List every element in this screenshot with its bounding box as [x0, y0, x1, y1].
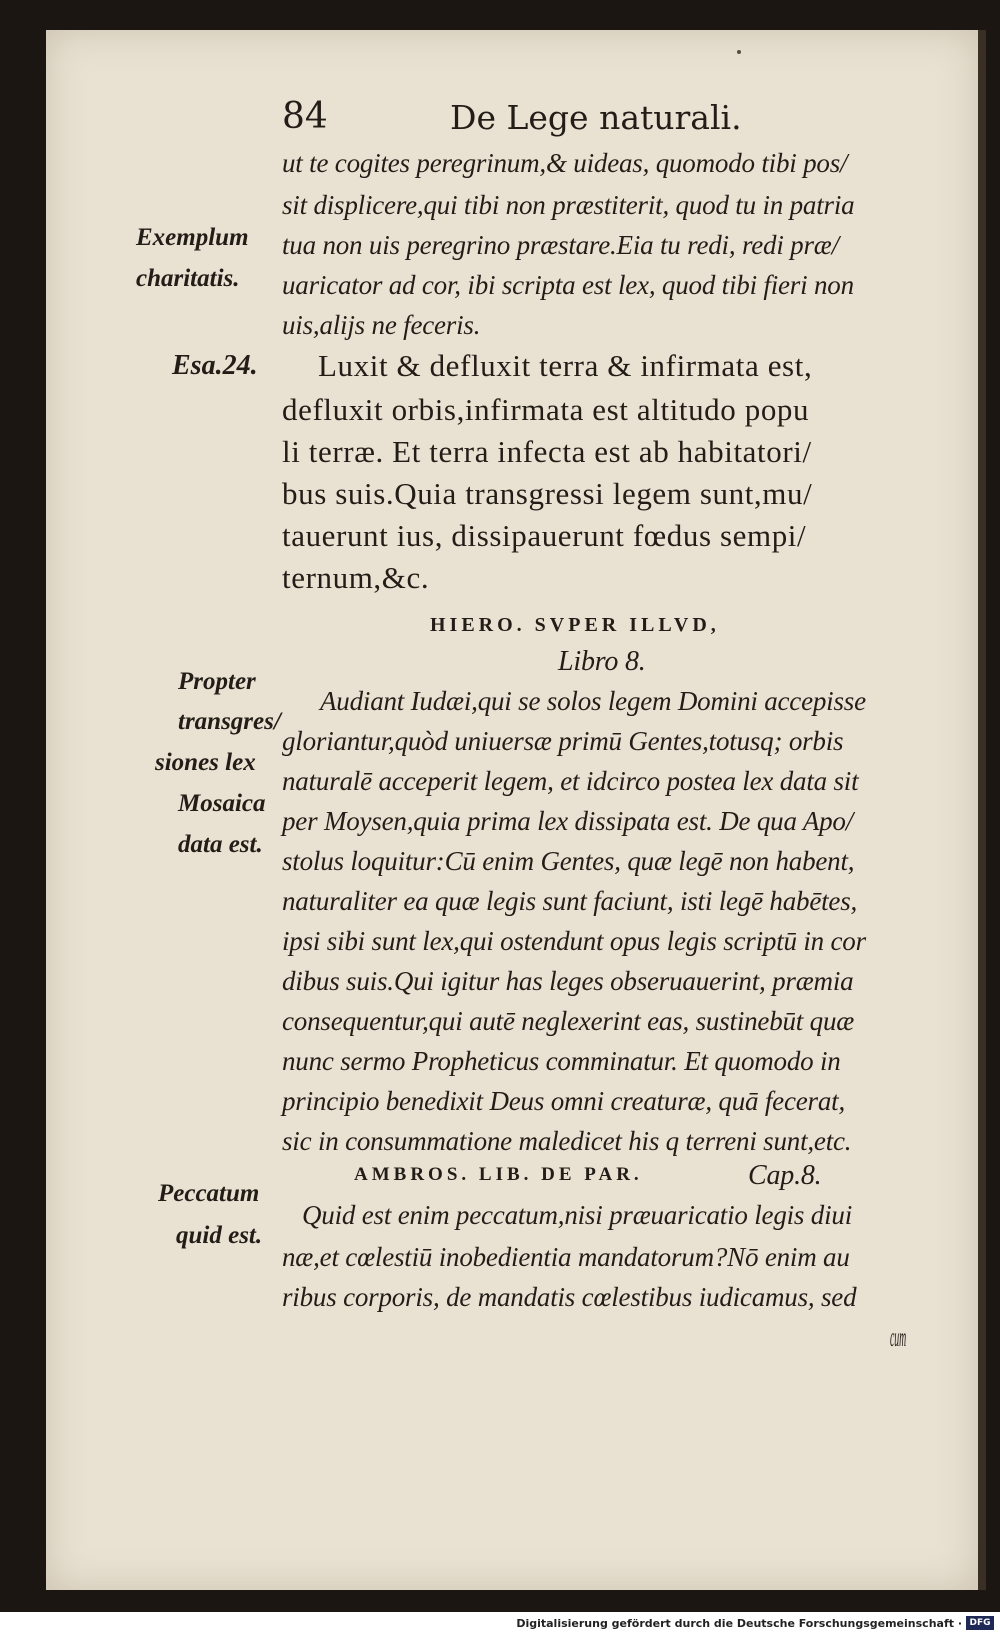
text-line: ut te cogites peregrinum,& uideas, quomodo tibi pos/: [282, 148, 848, 178]
text-line: næ,et cœlestiū inobedientia mandatorum?Nō enim au: [282, 1242, 850, 1272]
text-line: gloriantur,quòd uniuersæ primū Gentes,totusq; orbis: [282, 726, 844, 756]
section-heading-hiero: HIERO. SVPER ILLVD,: [430, 614, 720, 636]
text-line: Audiant Iudæi,qui se solos legem Domini accepisse: [320, 686, 866, 716]
text-line: tauerunt ius, dissipauerunt fœdus sempi/: [282, 518, 807, 553]
margin-note-peccatum: Peccatum: [158, 1180, 260, 1207]
page-number: 84: [282, 96, 328, 137]
text-line: ribus corporis, de mandatis cœlestibus iudicamus, sed: [282, 1282, 857, 1312]
text-line: nunc sermo Propheticus comminatur. Et quomodo in: [282, 1046, 841, 1076]
footer-credit: Digitalisierung gefördert durch die Deutsche Forschungsgemeinschaft ·: [516, 1617, 962, 1630]
text-line: uaricator ad cor, ibi scripta est lex, quod tibi fieri non: [282, 270, 854, 300]
text-line: ipsi sibi sunt lex,qui ostendunt opus legis scriptū in cor: [282, 926, 866, 956]
margin-note-exemplum: Exemplum: [136, 224, 249, 251]
text-line: uis,alijs ne feceris.: [282, 310, 481, 340]
text-line: tua non uis peregrino præstare.Eia tu redi, redi præ/: [282, 230, 839, 260]
text-line: defluxit orbis,infirmata est altitudo popu: [282, 392, 810, 427]
ink-speck: [737, 50, 741, 54]
text-line: Quid est enim peccatum,nisi præuaricatio legis diui: [302, 1200, 852, 1230]
margin-note-quid-est: quid est.: [176, 1222, 263, 1249]
catchword: cum: [890, 1322, 907, 1352]
text-line: bus suis.Quia transgressi legem sunt,mu/: [282, 476, 813, 511]
margin-note-esa: Esa.24.: [172, 350, 258, 381]
section-subheading-cap: Cap.8.: [748, 1160, 822, 1191]
margin-note-propter: Propter: [178, 668, 256, 695]
text-line: principio benedixit Deus omni creaturæ, quā fecerat,: [282, 1086, 845, 1116]
text-line: naturaliter ea quæ legis sunt faciunt, isti legē habētes,: [282, 886, 858, 916]
margin-note-mosaica: Mosaica: [178, 790, 266, 817]
section-subheading-libro: Libro 8.: [558, 646, 646, 677]
text-line: sit displicere,qui tibi non præstiterit, quod tu in patria: [282, 190, 855, 220]
text-line: naturalē acceperit legem, et idcirco postea lex data sit: [282, 766, 859, 796]
running-title: De Lege naturali.: [450, 98, 742, 137]
text-line: stolus loquitur:Cū enim Gentes, quæ legē non habent,: [282, 846, 855, 876]
margin-note-charitatis: charitatis.: [136, 265, 240, 292]
section-heading-ambros: AMBROS. LIB. DE PAR.: [354, 1164, 643, 1185]
margin-note-data-est: data est.: [178, 831, 263, 858]
text-line: li terræ. Et terra infecta est ab habitatori/: [282, 434, 812, 469]
margin-note-transgres: transgres/: [178, 708, 281, 735]
text-line: per Moysen,quia prima lex dissipata est. De qua Apo/: [282, 806, 854, 836]
text-line: ternum,&c.: [282, 560, 430, 595]
page-edge: [978, 30, 986, 1590]
dfg-logo: DFG: [966, 1616, 994, 1630]
text-line: dibus suis.Qui igitur has leges obseruauerint, præmia: [282, 966, 854, 996]
text-line: Luxit & defluxit terra & infirmata est,: [318, 348, 813, 383]
margin-note-siones-lex: siones lex: [155, 749, 256, 776]
text-line: consequentur,qui autē neglexerint eas, sustinebūt quæ: [282, 1006, 855, 1036]
text-line: sic in consummatione maledicet his q terreni sunt,etc.: [282, 1126, 852, 1156]
